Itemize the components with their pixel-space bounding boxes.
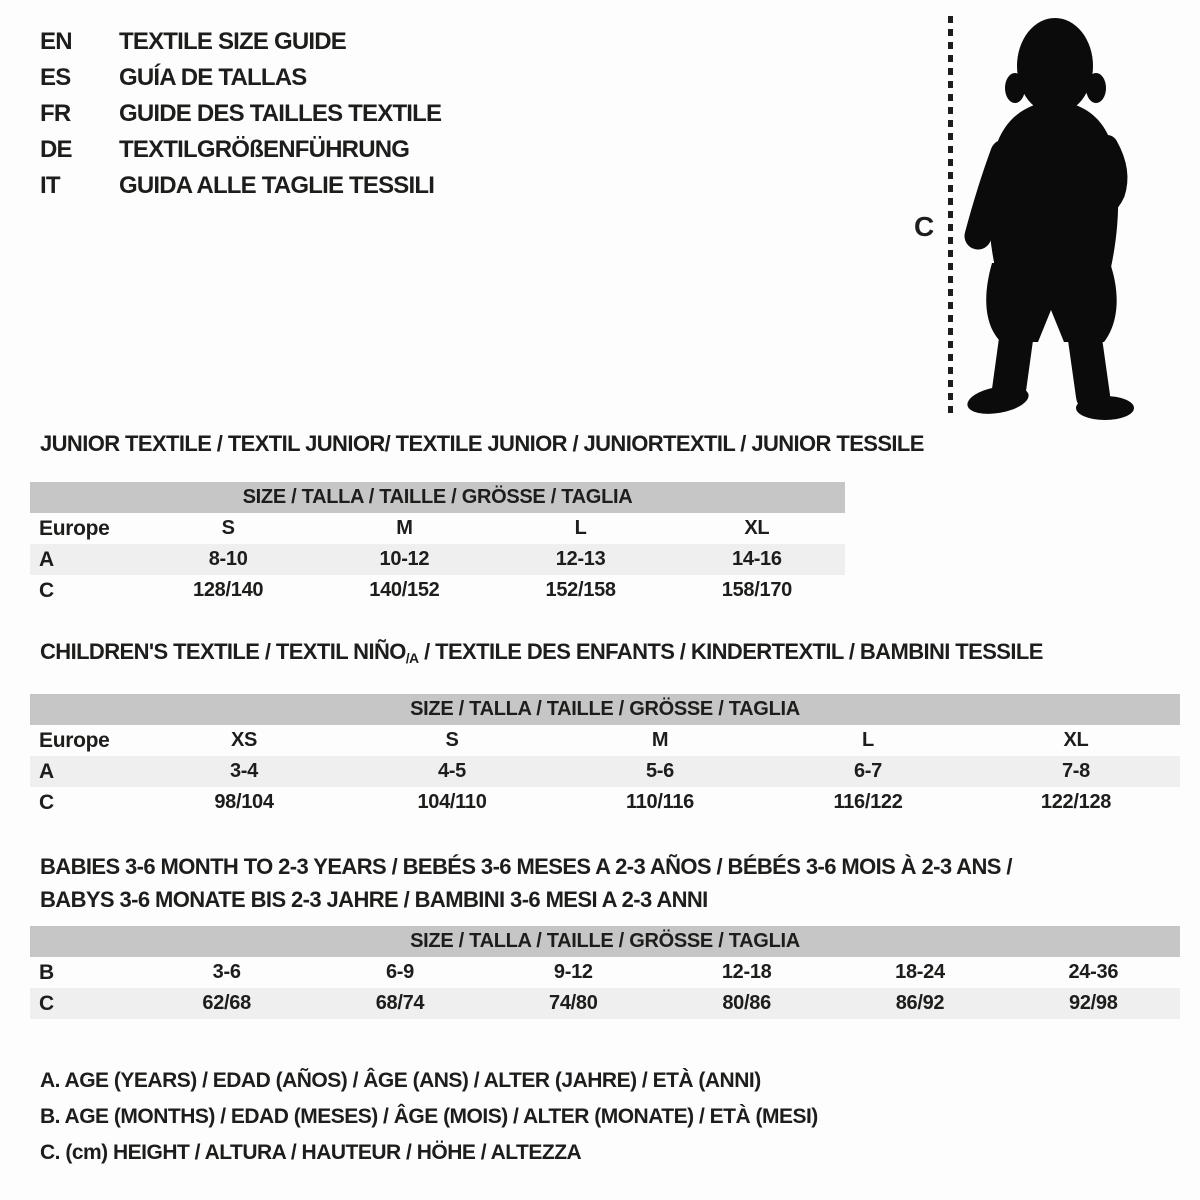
language-header xyxy=(40,24,441,204)
value-cell: 68/74 xyxy=(313,988,486,1019)
language-code: IT xyxy=(40,172,60,199)
value-cell: 62/68 xyxy=(140,988,313,1019)
table-row xyxy=(30,988,1180,1019)
value-cell: M xyxy=(396,517,413,539)
value-cell: 3-4 xyxy=(140,756,348,787)
value-cell: 10-12 xyxy=(316,544,492,575)
babies-textile-size-table xyxy=(30,926,1180,1019)
guide-title: GUÍA DE TALLAS xyxy=(119,64,307,91)
size-header-row xyxy=(30,926,1180,957)
row-label-cell: A xyxy=(30,544,140,575)
row-label-cell: A xyxy=(30,756,140,787)
legend xyxy=(40,1063,818,1171)
guide-title: TEXTILE SIZE GUIDE xyxy=(119,28,346,55)
value-cell: 86/92 xyxy=(833,988,1006,1019)
table-row xyxy=(30,544,845,575)
row-label-cell: B xyxy=(39,960,54,984)
value-cell: 104/110 xyxy=(417,791,487,813)
value-cell: 9-12 xyxy=(553,961,593,983)
junior-textile-title: JUNIOR TEXTILE / TEXTIL JUNIOR/ TEXTILE JUNIOR / JUNIORTEXTIL / JUNIOR TESSILE xyxy=(40,431,924,456)
row-label-cell: C xyxy=(30,988,140,1019)
legend-line: B. AGE (MONTHS) / EDAD (MESES) / ÂGE (MOIS) / ALTER (MONATE) / ETÀ (MESI) xyxy=(40,1105,818,1128)
value-cell: 152/158 xyxy=(545,579,616,601)
babies-textile-title: BABIES 3-6 MONTH TO 2-3 YEARS / BEBÉS 3-6 MESES A 2-3 AÑOS / BÉBÉS 3-6 MOIS À 2-3 ANS / xyxy=(40,854,1012,879)
row-label-cell: Europe xyxy=(39,728,110,752)
value-cell: 24-36 xyxy=(1068,961,1119,983)
guide-title: GUIDE DES TAILLES TEXTILE xyxy=(119,100,442,127)
value-cell: XS xyxy=(230,729,258,751)
value-cell: XL xyxy=(1063,729,1089,751)
value-cell: 98/104 xyxy=(214,791,274,813)
value-cell: 116/122 xyxy=(833,791,903,813)
guide-title: GUIDA ALLE TAGLIE TESSILI xyxy=(119,172,435,199)
table-row xyxy=(30,787,1180,818)
value-cell: 4-5 xyxy=(348,756,556,787)
value-cell: 12-13 xyxy=(493,544,669,575)
language-code: DE xyxy=(40,136,72,163)
language-title-row xyxy=(40,96,441,132)
childrens-textile-size-table xyxy=(30,694,1180,818)
value-cell: 74/80 xyxy=(487,988,660,1019)
row-label-cell: Europe xyxy=(39,516,110,540)
value-cell: 110/116 xyxy=(626,791,694,813)
table-row xyxy=(30,957,1180,988)
babies-textile-title: BABYS 3-6 MONATE BIS 2-3 JAHRE / BAMBINI 3-6 MESI A 2-3 ANNI xyxy=(40,887,708,912)
language-title-row xyxy=(40,168,441,204)
junior-textile-size-table xyxy=(30,482,845,606)
table-row xyxy=(30,513,845,544)
value-cell: S xyxy=(221,517,235,539)
size-header-label: SIZE / TALLA / TAILLE / GRÖSSE / TAGLIA xyxy=(30,926,1180,957)
value-cell: M xyxy=(651,729,669,751)
value-cell: L xyxy=(862,729,874,751)
toddler-silhouette-icon xyxy=(958,8,1138,423)
guide-title: TEXTILGRÖßENFÜHRUNG xyxy=(119,136,410,163)
value-cell: 158/170 xyxy=(721,579,792,601)
value-cell: 6-9 xyxy=(385,961,414,983)
table-row xyxy=(30,756,1180,787)
value-cell: 5-6 xyxy=(556,756,764,787)
row-label-cell: C xyxy=(39,790,54,814)
language-code: ES xyxy=(40,64,71,91)
value-cell: 128/140 xyxy=(193,579,264,601)
value-cell: 6-7 xyxy=(764,756,972,787)
legend-line: A. AGE (YEARS) / EDAD (AÑOS) / ÂGE (ANS) / ALTER (JAHRE) / ETÀ (ANNI) xyxy=(40,1069,761,1092)
value-cell: 8-10 xyxy=(140,544,316,575)
height-measure-label: C xyxy=(914,211,935,242)
value-cell: S xyxy=(445,729,459,751)
size-header-row xyxy=(30,482,845,513)
table-row xyxy=(30,575,845,606)
size-header-label: SIZE / TALLA / TAILLE / GRÖSSE / TAGLIA xyxy=(30,694,1180,725)
size-header-label: SIZE / TALLA / TAILLE / GRÖSSE / TAGLIA xyxy=(30,482,845,513)
babies-textile-section xyxy=(30,850,1180,1019)
value-cell: 80/86 xyxy=(660,988,833,1019)
childrens-textile-section xyxy=(30,639,1180,818)
language-code: FR xyxy=(40,100,71,127)
table-row xyxy=(30,725,1180,756)
value-cell: XL xyxy=(744,517,770,539)
childrens-textile-title: CHILDREN'S TEXTILE / TEXTIL NIÑO/A / TEXTILE DES ENFANTS / KINDERTEXTIL / BAMBINI TESSILE xyxy=(40,639,1043,666)
legend-line: C. (cm) HEIGHT / ALTURA / HAUTEUR / HÖHE / ALTEZZA xyxy=(40,1141,582,1164)
value-cell: 12-18 xyxy=(721,961,772,983)
value-cell: 122/128 xyxy=(1040,791,1112,813)
value-cell: L xyxy=(574,517,587,539)
language-title-row xyxy=(40,132,441,168)
language-title-row xyxy=(40,24,441,60)
value-cell: 140/152 xyxy=(369,579,440,601)
language-title-list xyxy=(40,24,441,204)
value-cell: 18-24 xyxy=(895,961,945,983)
junior-textile-section xyxy=(30,431,924,606)
value-cell: 14-16 xyxy=(669,544,845,575)
size-header-row xyxy=(30,694,1180,725)
language-title-row xyxy=(40,60,441,96)
height-measure-dashed-line xyxy=(948,16,953,416)
value-cell: 3-6 xyxy=(212,961,241,983)
value-cell: 92/98 xyxy=(1007,988,1180,1019)
value-cell: 7-8 xyxy=(972,756,1180,787)
language-code: EN xyxy=(40,28,72,55)
row-label-cell: C xyxy=(39,578,54,602)
